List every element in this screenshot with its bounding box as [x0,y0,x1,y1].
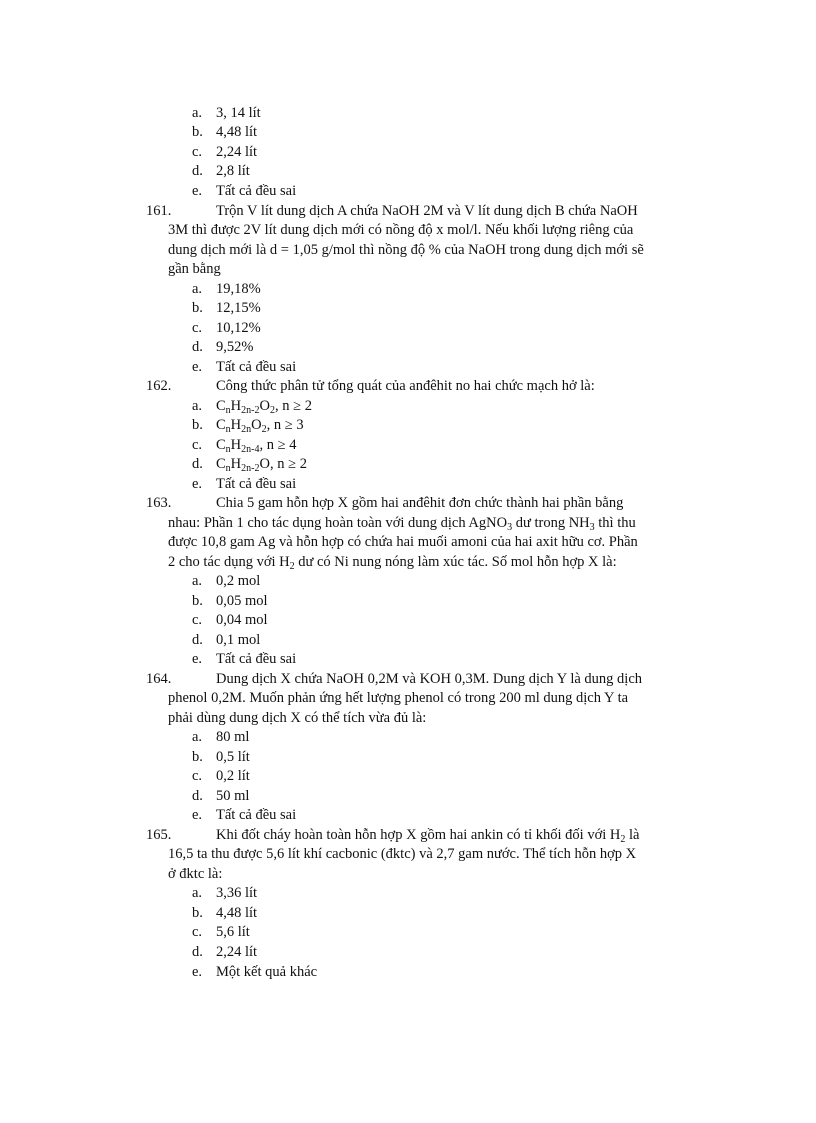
option-letter: c. [192,924,203,940]
option-text: 0,04 mol [216,612,268,628]
option-letter: c. [192,612,203,628]
option-letter: e. [192,183,203,199]
question-text: nhau: Phần 1 cho tác dụng hoàn toàn với dung dịch AgNO$_3$ dư trong $NH_3$ thì thu [168,515,636,533]
option-letter: d. [192,339,203,355]
question-number: 164. [146,671,172,687]
option-text: 0,05 mol [216,593,268,609]
option-text: 3,36 lít [216,885,258,901]
option-text: Tất cả đều sai [216,476,297,492]
question-text: phải dùng dung dịch X có thể tích vừa đủ là: [168,710,427,726]
option-letter: e. [192,651,203,667]
option-letter: b. [192,905,203,921]
option-letter: b. [192,124,203,140]
question-text: gần bằng [168,261,221,277]
option-letter: a. [192,729,203,745]
question-text: Trộn V lít dung dịch A chứa NaOH 2M và V lít dung dịch B chứa NaOH [216,203,638,219]
option-text: 2,24 lít [216,944,258,960]
option-text: 4,48 lít [216,124,258,140]
option-letter: c. [192,768,203,784]
question-text: 2 cho tác dụng với $H_2$ dư có Ni nung nóng làm xúc tác. Số mol hỗn hợp X là: [168,554,617,572]
option-text: 0,2 lít [216,768,250,784]
question-text: dung dịch mới là d = 1,05 g/mol thì nồng độ % của NaOH trong dung dịch mới sẽ [168,242,644,258]
option-text: Một kết quả khác [216,964,318,980]
question-number: 161. [146,203,172,219]
option-text: 2,24 lít [216,144,258,160]
option-text: Tất cả đều sai [216,807,297,823]
option-letter: c. [192,320,203,336]
option-text: Tất cả đều sai [216,651,297,667]
option-letter: e. [192,964,203,980]
option-letter: d. [192,788,203,804]
formula: $C_nH_{2n-2}O_2$, n ≥ 2 [216,398,312,416]
option-letter: d. [192,944,203,960]
option-letter: d. [192,163,203,179]
question-text: ở đktc là: [168,866,223,882]
option-letter: e. [192,476,203,492]
formula: $C_nH_{2n-2}O$, n ≥ 2 [216,456,307,474]
option-text: 4,48 lít [216,905,258,921]
option-text: Tất cả đều sai [216,359,297,375]
option-letter: a. [192,281,203,297]
formula: $C_nH_{2n}O_2$, n ≥ 3 [216,417,304,435]
option-text: 0,5 lít [216,749,250,765]
option-letter: b. [192,300,203,316]
option-letter: b. [192,749,203,765]
option-letter: d. [192,456,203,472]
option-letter: a. [192,573,203,589]
option-text: 10,12% [216,320,261,336]
question-text: được 10,8 gam Ag và hỗn hợp có chứa hai muối amoni của hai axit hữu cơ. Phần [168,534,638,550]
option-text: 0,1 mol [216,632,261,648]
option-letter: e. [192,807,203,823]
option-letter: a. [192,885,203,901]
option-letter: a. [192,398,203,414]
question-number: 162. [146,378,172,394]
option-letter: c. [192,144,203,160]
option-text: 9,52% [216,339,254,355]
question-number: 163. [146,495,172,511]
option-text: 0,2 mol [216,573,261,589]
option-letter: b. [192,593,203,609]
option-text: 5,6 lít [216,924,250,940]
option-text: 2,8 lít [216,163,250,179]
option-letter: a. [192,105,203,121]
option-text: 12,15% [216,300,261,316]
question-text: Dung dịch X chứa NaOH 0,2M và KOH 0,3M. Dung dịch Y là dung dịch [216,671,643,687]
option-letter: e. [192,359,203,375]
question-text: 16,5 ta thu được 5,6 lít khí cacbonic (đktc) và 2,7 gam nước. Thể tích hỗn hợp X [168,846,637,862]
question-number: 165. [146,827,172,843]
option-text: 3, 14 lít [216,105,261,121]
formula: $C_nH_{2n-4}$, n ≥ 4 [216,437,297,455]
option-letter: c. [192,437,203,453]
option-letter: d. [192,632,203,648]
question-text: Khi đốt cháy hoàn toàn hỗn hợp X gồm hai ankin có tỉ khối đối với $H_2$ là [216,827,640,845]
option-text: 50 ml [216,788,250,804]
option-letter: b. [192,417,203,433]
option-text: 80 ml [216,729,250,745]
option-text: Tất cả đều sai [216,183,297,199]
question-text: Công thức phân tử tổng quát của anđêhit no hai chức mạch hở là: [216,378,595,394]
question-text: 3M thì được 2V lít dung dịch mới có nồng độ x mol/l. Nếu khối lượng riêng của [168,222,634,238]
question-text: Chia 5 gam hỗn hợp X gồm hai anđêhit đơn chức thành hai phần bằng [216,495,624,511]
question-text: phenol 0,2M. Muốn phản ứng hết lượng phenol có trong 200 ml dung dịch Y ta [168,690,629,706]
option-text: 19,18% [216,281,261,297]
